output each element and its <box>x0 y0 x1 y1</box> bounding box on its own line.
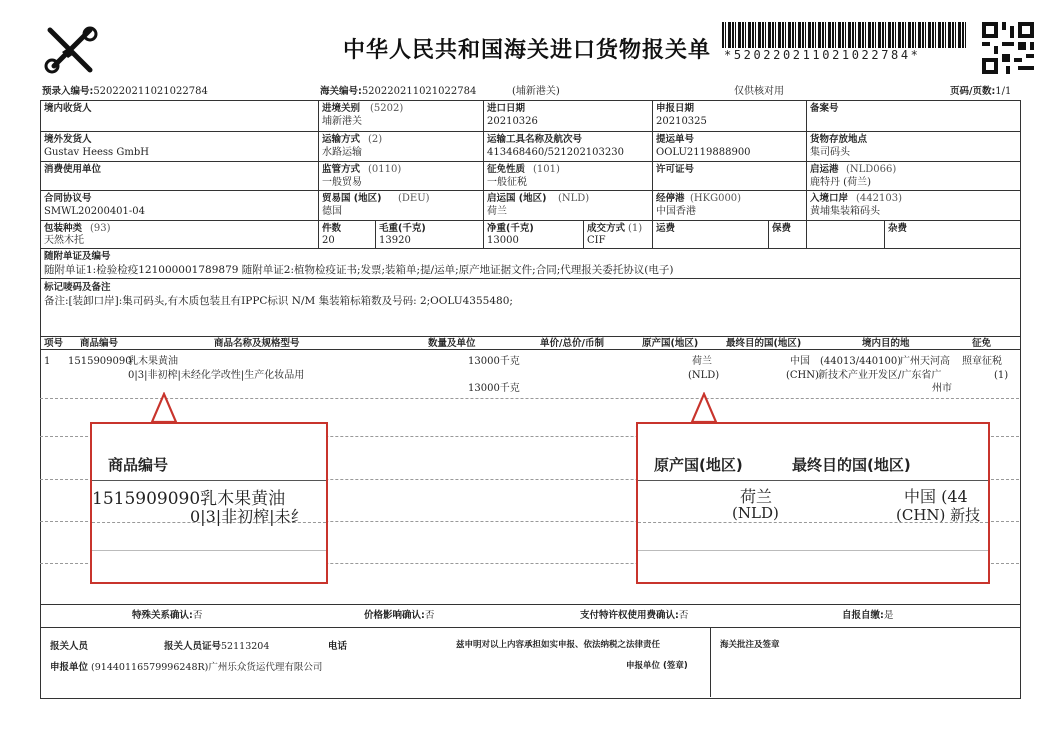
net-weight-label: 净重(千克) <box>487 223 534 234</box>
customs-note-label: 海关批注及签章 <box>720 640 780 650</box>
license-no-label: 许可证号 <box>656 164 695 175</box>
freight-label: 运费 <box>656 223 676 234</box>
trade-country-code: (DEU) <box>398 193 430 204</box>
item-dest-line2a: (CHN) <box>786 370 819 381</box>
zoom-origin-cn: 荷兰 <box>740 487 773 506</box>
item-dest-code: (44013/440100) <box>820 356 902 367</box>
zoom-origin-code: (NLD) <box>732 504 779 522</box>
origin-country-label: 启运国 (地区) <box>487 193 547 204</box>
declarer-label: 报关人员 <box>50 641 89 652</box>
zoom-dest-cn: 中国 <box>904 487 937 506</box>
transport-mode-code: (2) <box>368 134 383 145</box>
customs-number: 520220211021022784 <box>361 86 477 97</box>
consignee-label: 境内收货人 <box>44 103 92 114</box>
declare-unit-label: 申报单位 <box>50 662 89 673</box>
import-date-value: 20210326 <box>487 116 538 127</box>
item-spec: 0|3|非初榨|未经化学改性|生产化妆品用 <box>128 370 305 381</box>
customs-no-label: 海关编号: <box>320 86 362 97</box>
supervision-code: (0110) <box>368 164 402 175</box>
self-pay-label: 自报自缴: <box>842 610 884 621</box>
deal-method-code: (1) <box>628 223 643 234</box>
col-origin: 原产国(地区) <box>642 338 699 349</box>
barcode <box>722 22 968 48</box>
item-dest-line3: 州市 <box>932 383 952 394</box>
deal-method-value: CIF <box>587 235 606 246</box>
entry-point-code: (442103) <box>856 193 902 204</box>
customs-emblem <box>40 22 102 78</box>
transport-mode-label: 运输方式 <box>322 134 361 145</box>
col-goods-code: 商品编号 <box>80 338 119 349</box>
zoom-goods-name: 乳木果黄油 <box>200 489 286 509</box>
entry-point-value: 黄埔集装箱码头 <box>810 206 880 217</box>
gross-weight-label: 毛重(千克) <box>379 223 426 234</box>
col-unit-price: 单价/总价/币制 <box>540 338 604 349</box>
special-rel-value: 否 <box>192 610 203 621</box>
misc-fee-label: 杂费 <box>888 223 908 234</box>
preentry-label: 预录入编号: <box>42 86 94 97</box>
page-title: 中华人民共和国海关进口货物报关单 <box>343 38 712 63</box>
package-type-code: (93) <box>90 223 111 234</box>
contract-no-label: 合同协议号 <box>44 193 92 204</box>
zoom-goods-spec: 0|3|非初榨|未纟 <box>190 507 307 526</box>
trade-country-label: 贸易国 (地区) <box>322 193 382 204</box>
trade-country-value: 德国 <box>322 206 342 217</box>
package-type-value: 天然木托 <box>44 235 84 246</box>
transit-port-label: 经停港 <box>656 193 685 204</box>
item-dest-line2b: 新技术产业开发区/广东省广 <box>818 370 942 381</box>
attached-docs-value: 随附单证1:检验检疫121000001789879 随附单证2:植物检疫证书;发票;装箱单;提/运单;原产地证据文件;合同;代理报关委托协议(电子) <box>44 264 674 276</box>
barcode-text: *520220211021022784* <box>724 48 921 62</box>
declare-date-label: 申报日期 <box>656 103 695 114</box>
declare-unit-value: (91440116579996248R)广州乐众货运代理有限公司 <box>91 662 323 673</box>
price-impact-value: 否 <box>424 610 435 621</box>
import-date-label: 进口日期 <box>487 103 526 114</box>
item-qty2: 13000千克 <box>468 383 520 394</box>
zoom-goods-code-header: 商品编号 <box>108 456 169 474</box>
gross-weight-value: 13920 <box>379 235 411 246</box>
pieces-value: 20 <box>322 235 335 246</box>
tax-nature-code: (101) <box>533 164 560 175</box>
col-domestic-dest: 境内目的地 <box>862 338 910 349</box>
item-qty1: 13000千克 <box>468 356 520 367</box>
entry-port-label: 进境关别 <box>322 103 361 114</box>
item-dest-place: 广州天河高 <box>900 356 950 367</box>
storage-value: 集司码头 <box>810 147 850 158</box>
zoom-box-goods-code <box>90 422 328 584</box>
item-exemption: 照章征税 <box>962 356 1002 367</box>
entry-port-value: 埔新港关 <box>322 116 362 127</box>
zoom-goods-code: 1515909090 <box>92 489 201 509</box>
col-qty-unit: 数量及单位 <box>428 338 476 349</box>
record-no-label: 备案号 <box>810 103 839 114</box>
consumer-label: 消费使用单位 <box>44 164 102 175</box>
origin-country-value: 荷兰 <box>487 206 507 217</box>
item-exemption-code: (1) <box>994 370 1009 381</box>
declarer-cert-label: 报关人员证号 <box>164 641 222 652</box>
preentry-number: 520220211021022784 <box>93 86 208 97</box>
item-code: 1515909090 <box>68 356 132 367</box>
col-exemption: 征免 <box>972 338 992 349</box>
item-no: 1 <box>44 356 51 367</box>
self-pay-value: 是 <box>883 610 894 621</box>
zoom-dest-code: (44 <box>941 487 968 506</box>
shipper-value: Gustav Heess GmbH <box>44 147 149 158</box>
declarer-cert-value: 52113204 <box>221 641 270 652</box>
zoom-origin-header: 原产国(地区) <box>654 456 743 474</box>
zoom-box-origin-destination <box>636 422 990 584</box>
page-label: 页码/页数: <box>950 86 996 97</box>
tax-nature-value: 一般征税 <box>487 177 527 188</box>
phone-label: 电话 <box>328 641 348 652</box>
declaration-statement: 兹申明对以上内容承担如实申报、依法纳税之法律责任 <box>456 640 661 650</box>
for-check-label: 仅供核对用 <box>734 86 784 97</box>
transit-port-value: 中国香港 <box>656 206 696 217</box>
deal-method-label: 成交方式 <box>587 223 626 234</box>
departure-port-label: 启运港 <box>810 164 839 175</box>
item-origin-code: (NLD) <box>688 370 720 381</box>
item-dest-cn: 中国 <box>790 356 810 367</box>
price-impact-label: 价格影响确认: <box>364 610 425 621</box>
entry-point-label: 入境口岸 <box>810 193 849 204</box>
shipper-label: 境外发货人 <box>44 134 92 145</box>
storage-label: 货物存放地点 <box>810 134 868 145</box>
origin-country-code: (NLD) <box>558 193 590 204</box>
bl-no-value: OOLU2119888900 <box>656 147 751 158</box>
special-rel-label: 特殊关系确认: <box>132 610 193 621</box>
departure-port-value: 鹿特丹 (荷兰) <box>810 177 871 188</box>
attached-docs-label: 随附单证及编号 <box>44 251 111 262</box>
departure-port-code: (NLD066) <box>846 164 897 175</box>
zoom-destination-header: 最终目的国(地区) <box>792 456 911 474</box>
transit-port-code: (HKG000) <box>690 193 742 204</box>
item-origin-cn: 荷兰 <box>692 356 712 367</box>
zoom-dest-line2: (CHN) 新技 <box>896 506 981 524</box>
page-value: 1/1 <box>995 86 1012 97</box>
transport-mode-value: 水路运输 <box>322 147 362 158</box>
marks-value: 备注:[装卸口岸]:集司码头,有木质包装且有IPPC标识 N/M 集装箱标箱数及号码: 2;OOLU4355480; <box>44 295 513 307</box>
col-item-no: 项号 <box>44 338 64 349</box>
marks-label: 标记唛码及备注 <box>44 282 111 293</box>
insurance-label: 保费 <box>772 223 792 234</box>
pieces-label: 件数 <box>322 223 342 234</box>
royalty-label: 支付特许权使用费确认: <box>580 610 679 621</box>
tax-nature-label: 征免性质 <box>487 164 526 175</box>
royalty-value: 否 <box>678 610 689 621</box>
vessel-label: 运输工具名称及航次号 <box>487 134 583 145</box>
vessel-value: 413468460/521202103230 <box>487 147 624 158</box>
item-name: 乳木果黄油 <box>128 356 178 367</box>
declare-date-value: 20210325 <box>656 116 707 127</box>
entry-port-code: (5202) <box>370 103 404 114</box>
net-weight-value: 13000 <box>487 235 519 246</box>
bl-no-label: 提运单号 <box>656 134 695 145</box>
col-goods-name: 商品名称及规格型号 <box>214 338 300 349</box>
supervision-value: 一般贸易 <box>322 177 362 188</box>
contract-no-value: SMWL20200401-04 <box>44 206 146 217</box>
declare-unit-seal-label: 申报单位 (签章) <box>626 661 688 671</box>
qr-code <box>982 22 1034 74</box>
package-type-label: 包装种类 <box>44 223 83 234</box>
supervision-label: 监管方式 <box>322 164 361 175</box>
port-name: (埔新港关) <box>512 86 560 97</box>
col-destination: 最终目的国(地区) <box>726 338 802 349</box>
